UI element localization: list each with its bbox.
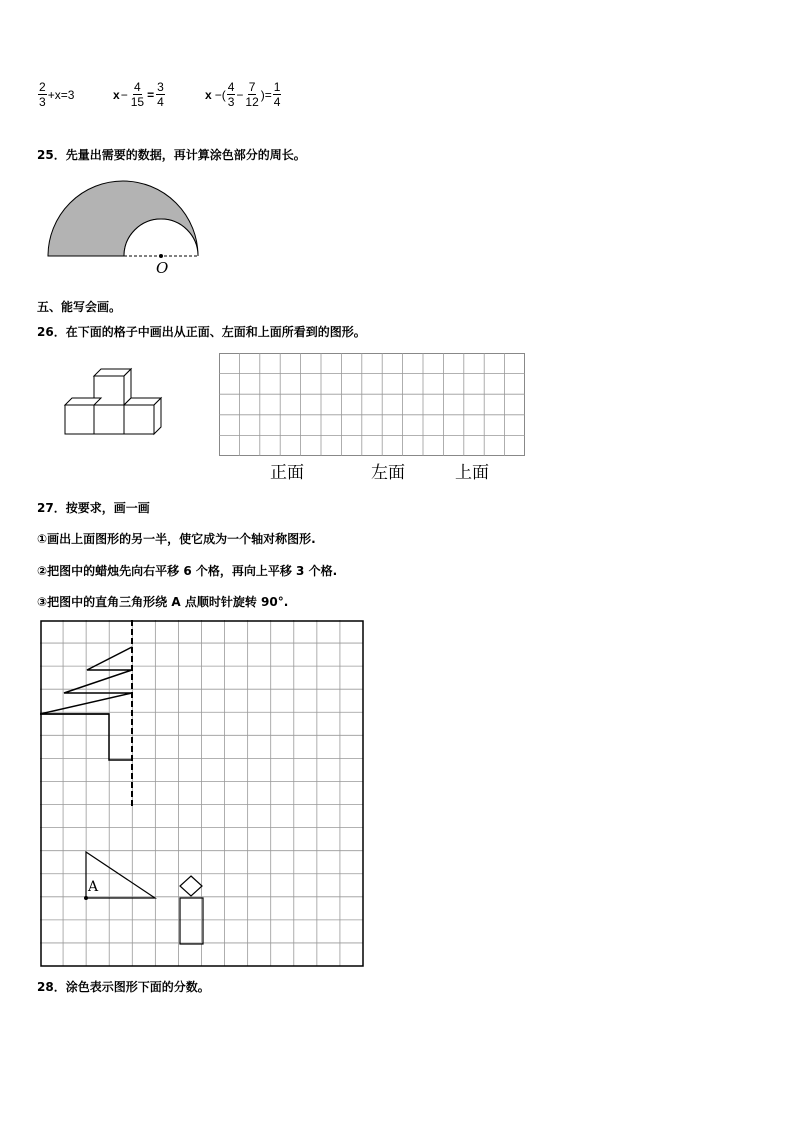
fraction: $\frac{2}{3}$ [39,80,46,109]
equation-2: x − $\frac{4}{15}$ = $\frac{3}{4}$ [113,80,164,109]
point-a [84,896,88,900]
fraction: $\frac{1}{4}$ [273,80,281,109]
equation-1: $\frac{2}{3}$ +x=3 [39,80,75,109]
drawing-grid[interactable] [40,620,365,970]
instruction-2: ②把图中的蜡烛先向右平移 6 个格，再向上平移 3 个格. [37,564,338,578]
view-label-front: 正面 [270,463,304,483]
fraction: $\frac{4}{15}$ [130,80,145,109]
question-28: 28．涂色表示图形下面的分数。 [37,980,210,994]
candle-flame [180,876,202,896]
candle-body [180,898,203,944]
fraction: $\frac{7}{12}$ [245,80,259,109]
question-25: 25．先量出需要的数据，再计算涂色部分的周长。 [37,148,306,162]
question-27: 27．按要求，画一画 [37,501,150,515]
center-point [159,254,163,258]
semicircle-figure [40,175,210,285]
center-label: O [156,259,169,277]
instruction-3: ③把图中的直角三角形绕 A 点顺时针旋转 90°. [37,595,289,609]
view-grid[interactable] [219,353,525,457]
equation-3: x −( $\frac{4}{3}$ − $\frac{7}{12}$ )= $\frac{1}{4}$ [205,80,281,109]
question-26: 26．在下面的格子中画出从正面、左面和上面所看到的图形。 [37,325,366,339]
fraction: $\frac{4}{3}$ [227,80,235,109]
view-label-left: 左面 [371,463,405,483]
point-a-label: A [88,879,99,895]
section-title: 五、能写会画。 [37,300,122,314]
instruction-1: ①画出上面图形的另一半，使它成为一个轴对称图形. [37,532,316,546]
fraction: $\frac{3}{4}$ [157,80,164,109]
cube-stack-figure [60,365,170,440]
view-label-top: 上面 [455,463,489,483]
